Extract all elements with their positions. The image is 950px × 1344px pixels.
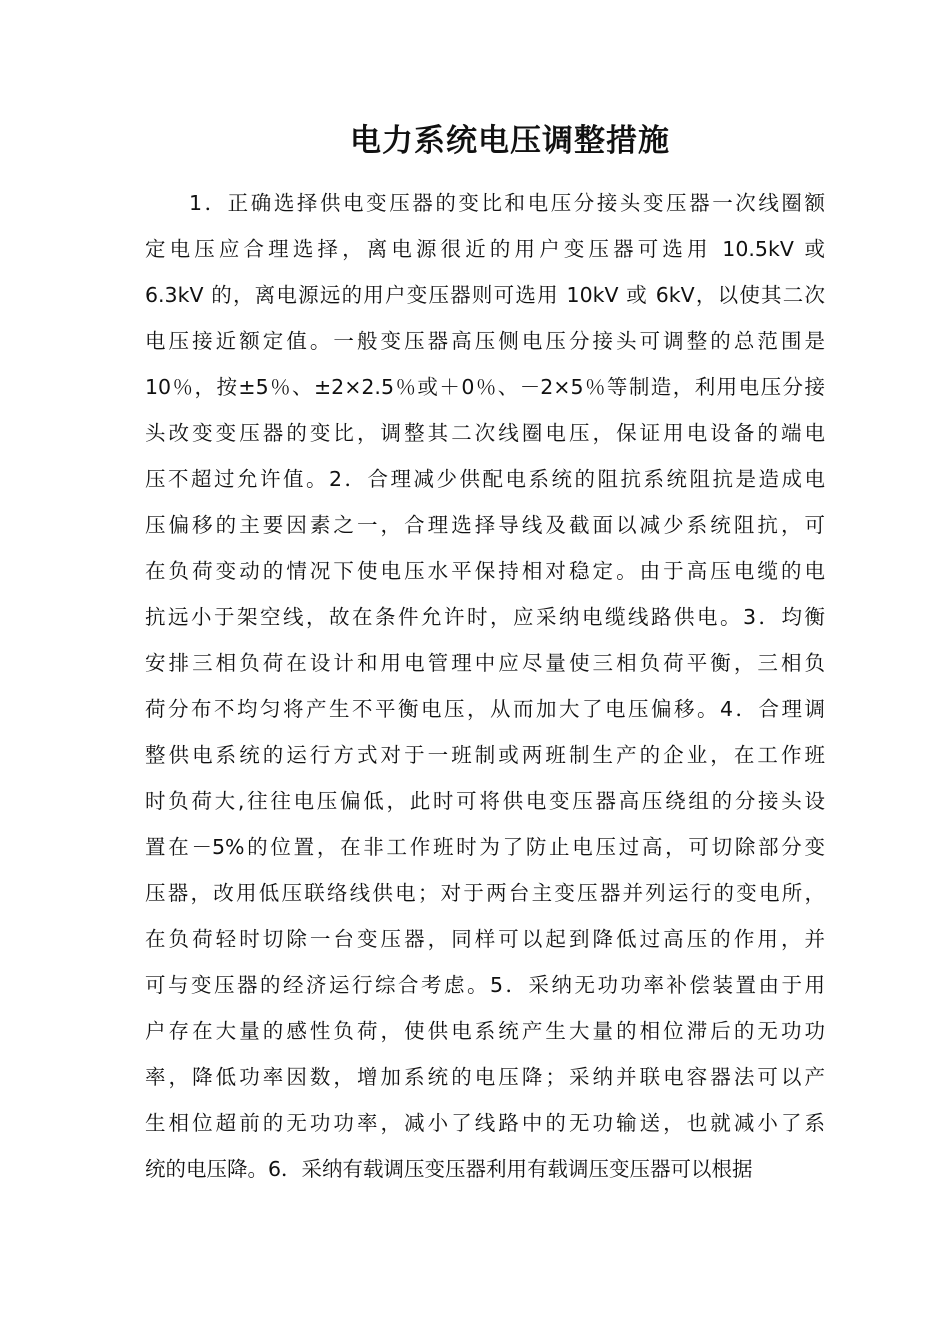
paragraph-line: 统的电压降。6．采纳有载调压变压器利用有载调压变压器可以根据 (145, 1157, 753, 1181)
paragraph-line: 1．正确选择供电变压器的变比和电压分接头变压器一次线圈额 (189, 191, 825, 215)
paragraph-line: 率，降低功率因数，增加系统的电压降；采纳并联电容器法可以产 (145, 1065, 825, 1089)
document-title: 电力系统电压调整措施 (350, 123, 670, 159)
paragraph-line: 在负荷变动的情况下使电压水平保持相对稳定。由于高压电缆的电 (145, 559, 825, 583)
paragraph-line: 电压接近额定值。一般变压器高压侧电压分接头可调整的总范围是 (145, 329, 825, 353)
paragraph-line: 安排三相负荷在设计和用电管理中应尽量使三相负荷平衡，三相负 (145, 651, 825, 675)
paragraph-line: 6.3kV 的，离电源远的用户变压器则可选用 10kV 或 6kV，以使其二次 (145, 283, 825, 307)
paragraph-line: 抗远小于架空线，故在条件允许时，应采纳电缆线路供电。3．均衡 (145, 605, 825, 629)
paragraph-line: 压不超过允许值。2．合理减少供配电系统的阻抗系统阻抗是造成电 (145, 467, 825, 491)
paragraph-line: 可与变压器的经济运行综合考虑。5．采纳无功功率补偿装置由于用 (145, 973, 825, 997)
paragraph-line: 头改变变压器的变比，调整其二次线圈电压，保证用电设备的端电 (145, 421, 825, 445)
paragraph-line: 生相位超前的无功功率，减小了线路中的无功输送，也就减小了系 (145, 1111, 825, 1135)
paragraph-line: 整供电系统的运行方式对于一班制或两班制生产的企业，在工作班 (145, 743, 825, 767)
paragraph-line: 时负荷大,往往电压偏低，此时可将供电变压器高压绕组的分接头设 (145, 789, 825, 813)
paragraph-line: 10％，按±5％、±2×2.5％或＋0％、－2×5％等制造，利用电压分接 (145, 375, 825, 399)
paragraph-line: 户存在大量的感性负荷，使供电系统产生大量的相位滞后的无功功 (145, 1019, 825, 1043)
paragraph-line: 压器，改用低压联络线供电；对于两台主变压器并列运行的变电所， (145, 881, 825, 905)
paragraph-line: 在负荷轻时切除一台变压器，同样可以起到降低过高压的作用，并 (145, 927, 825, 951)
paragraph-line: 定电压应合理选择，离电源很近的用户变压器可选用 10.5kV 或 (145, 237, 825, 261)
body-paragraph (145, 180, 825, 1192)
paragraph-line: 荷分布不均匀将产生不平衡电压，从而加大了电压偏移。4．合理调 (145, 697, 825, 721)
paragraph-line: 置在－5%的位置，在非工作班时为了防止电压过高，可切除部分变 (145, 835, 825, 859)
paragraph-line: 压偏移的主要因素之一，合理选择导线及截面以减少系统阻抗，可 (145, 513, 825, 537)
